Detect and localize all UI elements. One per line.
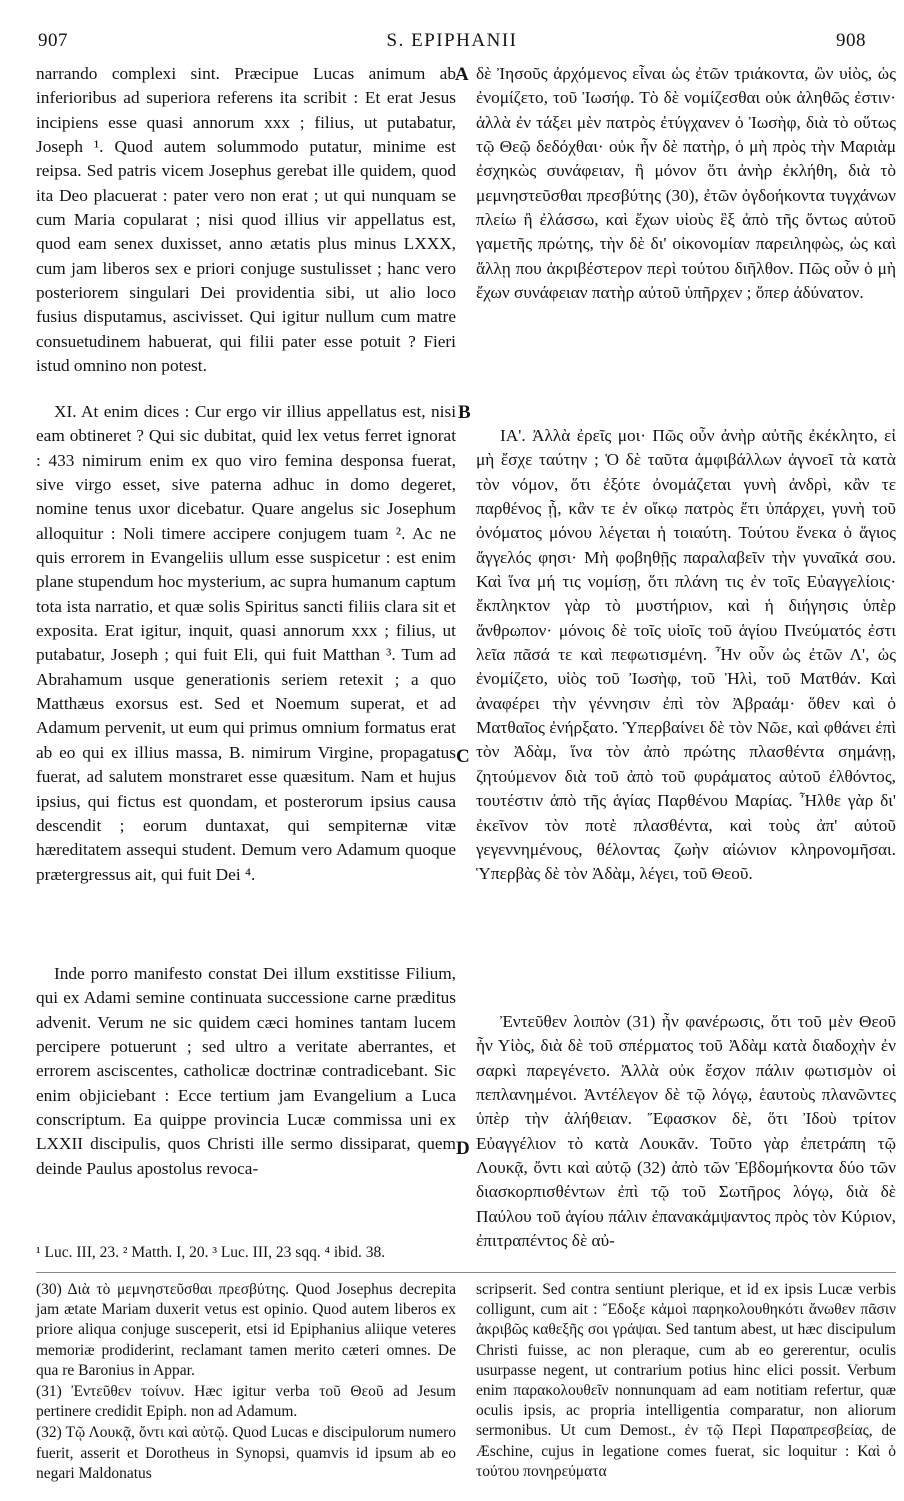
section-marker-b: B [458, 402, 471, 423]
note-31: (31) Ἐντεῦθεν τοίνυν. Hæc igitur verba τοῦ Θεοῦ ad Jesum pertinere credidit Epiph. non ad Adamum. [36, 1383, 456, 1421]
greek-column-top [476, 62, 896, 305]
latin-paragraph-1: narrando complexi sint. Præcipue Lucas animum ab inferioribus ad superiora referens ita scribit : Et erat Jesus incipiens esse quasi annorum xxx ; filius, ut putabatur, Joseph ¹. Quod autem solummodo putatur, minime est reipsa. Sed patris vicem Josephus gerebat ille quidem, quod ita Deo placuerat : pater vero non erat ; ut qui nunquam se cum Maria copularat ; nisi quod illius vir appellatus est, quod eam senex duxisset, anno ætatis plus minus LXXX, cum jam liberos sex e priori conjuge sustulisset ; hanc vero posteriorem singulari Dei providentia sibi, ut alio loco fusius disputamus, ascivisset. Qui igitur nullum cum matre consuetudinem habuerat, qui filii pater esse potuit ? Fieri istud omnino non potest. [36, 64, 456, 376]
section-marker-c: C [456, 746, 470, 767]
greek-paragraph-3: Ἐντεῦθεν λοιπὸν (31) ἦν φανέρωσις, ὅτι τοῦ μὲν Θεοῦ ἦν Υἱὸς, διὰ δὲ τοῦ σπέρματος τοῦ Ἀδὰμ κατὰ διαδοχὴν ἐν σαρκὶ παρεγένετο. Ἀλλὰ οὐκ ἔσχον πάλιν φωτισμὸν οἱ πεπλανημένοι. Ἀντέλεγον δὲ τῷ λόγῳ, ἑαυτοὺς πλανῶντες ὑπὲρ τὴν ἀλήθειαν. Ἔφασκον δὲ, ὅτι Ἰδοὺ τρίτον Εὐαγγέλιον τὸ κατὰ Λουκᾶν. Τοῦτο γὰρ ἐπετράπη τῷ Λουκᾷ, ὄντι καὶ αὐτῷ (32) ἀπὸ τῶν Ἑβδομήκοντα δύο τῶν διασκορπισθέντων ἐπὶ τῷ τοῦ Σωτῆρος λόγῳ, διὰ δὲ Παύλου τοῦ ἁγίου πάλιν ἐπανακάμψαντος πρὸς τὸν Κύριον, ἐπιτραπέντος δὲ αὐ- [476, 1012, 896, 1251]
latin-column-top [36, 62, 456, 378]
footnotes: ¹ Luc. III, 23. ² Matth. I, 20. ³ Luc. III, 23 sqq. ⁴ ibid. 38. [36, 1244, 386, 1261]
notes-left-column [36, 1280, 456, 1484]
greek-paragraph-2: ΙΑ'. Ἀλλὰ ἐρεῖς μοι· Πῶς οὖν ἀνὴρ αὐτῆς ἐκέκλητο, εἰ μὴ ἔσχε ταύτην ; Ὁ δὲ ταῦτα ἀμφιβάλλων ἀγνοεῖ τὰ κατὰ τὸν νόμον, ὅτι ἐξότε ὀνομάζεται γυνὴ ἀνδρὶ, κἂν τε παρθένος ᾖ, κἂν τε ἐν οἴκῳ πατρὸς ἔτι ὑπάρχει, γυνὴ τοῦ ὀνόματος μόνου λέγεται ἡ τοιαύτη. Τούτου ἕνεκα ὁ ἅγιος ἄγγελός φησι· Μὴ φοβηθῇς παραλαβεῖν τὴν γυναῖκά σου. Καὶ ἵνα μή τις νομίσῃ, ὅτι πλάνη τις ἐν τοῖς Εὐαγγελίοις· ἔκπληκτον γὰρ τὸ μυστήριον, καὶ ἡ διήγησις ὑπὲρ ἄνθρωπον· μόνοις δὲ τοῖς υἱοῖς τοῦ ἁγίου Πνεύματός ἐστι λεῖα πᾶσά τε καὶ πεφωτισμένη. Ἦν οὖν ὡς ἐτῶν Λ', ὡς ἐνομίζετο, υἱὸς τοῦ Ἰωσὴφ, τοῦ Ἠλὶ, τοῦ Ματθάν. Καὶ ἀναφέρει τὴν γέννησιν ἐπὶ τὸν Ἀβραάμ· ὅθεν καὶ ὁ Ματθαῖος ἐνήρξατο. Ὑπερβαίνει δὲ τὸν Νῶε, καὶ φθάνει ἐπὶ τὸν Ἀδὰμ, ἵνα τὸν ἀπὸ πρώτης πλασθέντα σημάνῃ, ζητούμενον διὰ τοῦ ἀπὸ τοῦ φυράματος αὐτοῦ ἐλθόντος, τουτέστιν ἀπὸ τῆς ἁγίας Παρθένου Μαρίας. Ἦλθε γὰρ δι' ἐκεῖνον τὸν ποτὲ πλασθέντα, καὶ τοὺς ἀπ' αὐτοῦ γεγεννημένους, θέλοντας ζωὴν αἰώνιον κληρονομῆσαι. Ὑπερβὰς δὲ τὸν Ἀδὰμ, λέγει, τοῦ Θεοῦ. [476, 426, 896, 884]
greek-paragraph-1: δὲ Ἰησοῦς ἀρχόμενος εἶναι ὡς ἐτῶν τριάκοντα, ὢν υἱὸς, ὡς ἐνομίζετο, τοῦ Ἰωσήφ. Τὸ δὲ νομίζεσθαι οὐκ ἀληθῶς ἐστιν· ἀλλὰ ἐν τάξει μὲν πατρὸς ἐτύγχανεν ὁ Ἰωσὴφ, διὰ τὸ οὕτως τῷ Θεῷ δεδόχθαι· οὐκ ἦν δὲ πατὴρ, ὁ μὴ πρὸς τὴν Μαριὰμ ἐσχηκὼς συνάφειαν, ἢ μόνον ὅτι ἀνὴρ ἐκλήθη, διὰ τὸ μεμνηστεῦσθαι πρεσβύτης (30), ἐτῶν ὀγδοήκοντα τυγχάνων πλείω ἢ ἐλάσσω, καὶ ἔχων υἱοὺς ἓξ ἀπὸ τῆς ὄντως αὐτοῦ γαμετῆς πρώτης, τὴν δὲ δι' οἰκονομίαν παρειληφὼς, ὡς καὶ ἄλλῃ που ἀκριβέστερον περὶ τούτου διῆλθον. Πῶς οὖν ὁ μὴ ἔχων συνάφειαν πατὴρ αὐτοῦ ὑπῆρχεν ; ὅπερ ἀδύνατον. [476, 64, 896, 303]
page-header [0, 30, 904, 58]
note-30: (30) Διὰ τὸ μεμνηστεῦσθαι πρεσβύτης. Quod Josephus decrepita jam ætate Mariam duxerit vetus est opinio. Quod autem liberos ex priore aliqua conjuge susceperit, etsi id Epiphanius aliique veteres memoriæ prodiderint, reclamant tamen merito cæteri omnes. De qua re Baronius in Appar. [36, 1281, 456, 1379]
note-32: (32) Τῷ Λουκᾷ, ὄντι καὶ αὐτῷ. Quod Lucas e discipulorum numero fuerit, asserit et Dorotheus in Synopsi, quamvis id ipsum ab eo negari Maldonatus [36, 1424, 456, 1482]
latin-paragraph-3: Inde porro manifesto constat Dei illum exstitisse Filium, qui ex Adami semine continuata successione carne præditus advenit. Verum ne sic quidem cæci homines tantam lucem percipere potuerunt ; sed ultro a veritate aberrantes, et errorem asciscentes, catholicæ doctrinæ contradicebant. Sic enim objiciebant : Ecce tertium jam Evangelium a Luca conscriptum. Ea quippe provincia Lucæ commissa uni ex LXXII discipulis, quos Christi ille sermo dissiparat, quem deinde Paulus apostolus revoca- [36, 964, 456, 1178]
page-number-left: 907 [38, 30, 68, 51]
latin-column-bottom [36, 962, 456, 1181]
notes-right-column [476, 1280, 896, 1482]
section-marker-d: D [456, 1138, 470, 1159]
note-32-continued: scripserit. Sed contra sentiunt plerique, et id ex ipsis Lucæ verbis colligunt, cum ait : Ἔδοξε κἀμοὶ παρηκολουθηκότι ἄνωθεν πᾶσιν ἀκριβῶς καθεξῆς σοι γράψαι. Sed tantum abest, ut hæc discipulum Christi fuisse, ac non pleraque, cum ab eo gererentur, oculis usurpasse negent, ut contrarium potius hinc elici possit. Verbum enim παρακολουθεῖν nonnunquam ad eam notitiam refertur, quæ oculis ipsis, ac propria intelligentia comparatur, non aliorum sermonibus. Ut cum Demost., ἐν τῷ Περὶ Παραπρεσβείας, de Æschine, cujus in legatione comes fuerat, sic loquitur : Καὶ ὁ τούτου πονηρεύματα [476, 1281, 896, 1480]
greek-column-bottom [476, 1010, 896, 1253]
footnote-divider [36, 1272, 896, 1273]
running-title: S. EPIPHANII [386, 30, 518, 51]
page-number-right: 908 [836, 30, 866, 51]
latin-column-middle [36, 400, 456, 887]
section-marker-a: A [455, 64, 469, 85]
latin-paragraph-2: XI. At enim dices : Cur ergo vir illius appellatus est, nisi eam obtineret ? Qui sic dubitat, quid lex vetus ferret ignorat : 433 nimirum enim ex quo viro femina desponsa fuerat, sive virgo esset, sive paterna adhuc in domo degeret, nomine tenus uxor dicebatur. Quare angelus sic Josephum alloquitur : Noli timere accipere conjugem tuam ². Ac ne quis errorem in Evangeliis ullum esse suspicetur : est enim plane stupendum hoc mysterium, ac supra humanum captum tota ista narratio, et quæ solis Spiritus sancti filiis clara sit et exposita. Erat igitur, inquit, quasi annorum xxx ; filius, ut putabatur, Joseph ; qui fuit Eli, qui fuit Matthan ³. Tum ad Abrahamum usque generationis seriem retexit ; a quo Matthæus exorsus est. Sed et Noemum superat, et ad Adamum pervenit, ut eum qui primus omnium formatus erat ab eo qui ex illius massa, B. nimirum Virgine, propagatus fuerat, ad salutem monstraret esse quæsitum. Nam et hujus ipsius, qui fictus est quondam, et posterorum ipsius causa descendit ; eorum duntaxat, qui sempiternæ vitæ hæreditatem assequi student. Demum vero Adamum quoque prætergressus ait, qui fuit Dei ⁴. [36, 402, 456, 884]
greek-column-middle [476, 424, 896, 887]
